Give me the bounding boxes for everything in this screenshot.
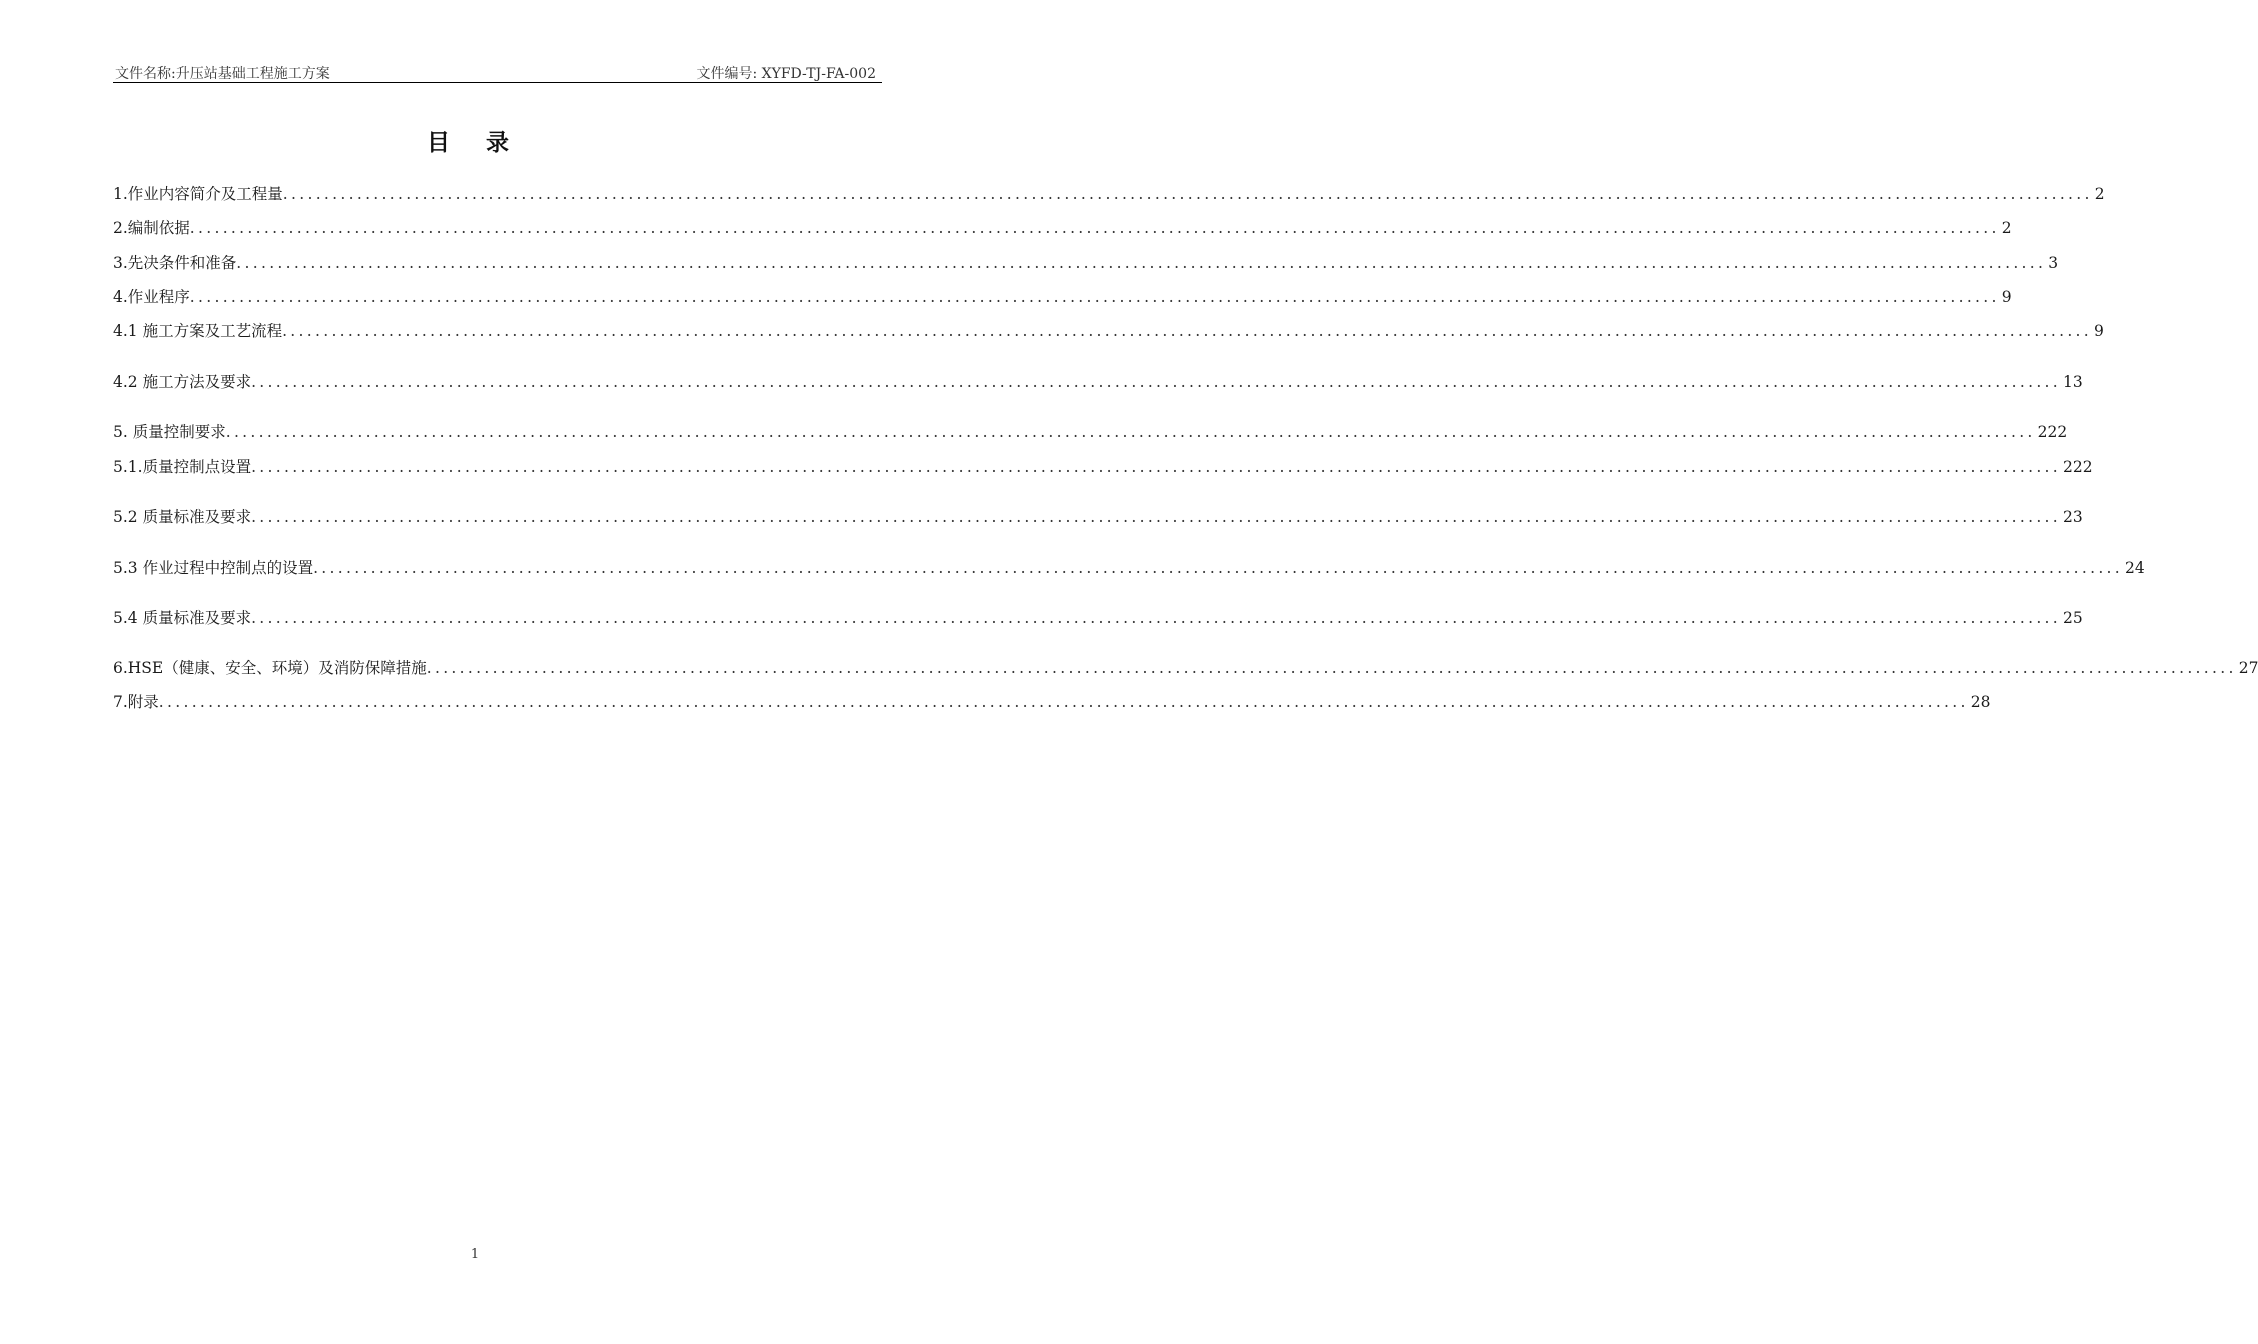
toc-leader-dots: ............................................................................................................................................................................................................................ [189, 219, 2000, 237]
toc-leader-dots: ............................................................................................................................................................................................................................ [189, 288, 2000, 306]
toc-entry-2[interactable] [113, 216, 2012, 240]
toc-leader-dots: ............................................................................................................................................................................................................................ [282, 322, 2093, 340]
toc-leader-dots: ............................................................................................................................................................................................................................ [158, 693, 1969, 711]
toc-entry-5-2[interactable] [113, 505, 2083, 529]
toc-entry-page: 9 [2001, 288, 2012, 306]
document-code: 文件编号: XYFD-TJ-FA-002 [696, 66, 876, 82]
page-number: 1 [470, 1247, 480, 1262]
toc-entry-label: 4.1 施工方案及工艺流程 [113, 322, 283, 340]
toc-entry-page: 23 [2063, 508, 2083, 526]
toc-leader-dots: ............................................................................................................................................................................................................................ [236, 254, 2047, 272]
toc-entry-1[interactable] [113, 182, 2105, 206]
toc-entry-4-1[interactable] [113, 319, 2104, 343]
toc-entry-page: 9 [2094, 322, 2104, 340]
toc-entry-page: 27 [2238, 659, 2258, 677]
toc-entry-5-1[interactable] [113, 455, 2093, 479]
toc-entry-label: 5.1.质量控制点设置 [113, 458, 252, 476]
toc-leader-dots: ............................................................................................................................................................................................................................ [282, 185, 2093, 203]
toc-leader-dots: ............................................................................................................................................................................................................................ [313, 559, 2124, 577]
toc-entry-3[interactable] [113, 251, 2059, 275]
toc-entry-label: 5.2 质量标准及要求 [113, 508, 252, 526]
toc-entry-5-3[interactable] [113, 556, 2145, 580]
toc-leader-dots: ............................................................................................................................................................................................................................ [225, 423, 2036, 441]
toc-entry-page: 3 [2048, 254, 2059, 272]
toc-entry-page: 222 [2037, 423, 2068, 441]
toc-leader-dots: ............................................................................................................................................................................................................................ [251, 609, 2062, 627]
toc-entry-label: 5.4 质量标准及要求 [113, 609, 252, 627]
toc-leader-dots: ............................................................................................................................................................................................................................ [426, 659, 2237, 677]
toc-entry-4[interactable] [113, 285, 2012, 309]
document-name: 文件名称:升压站基础工程施工方案 [115, 66, 330, 82]
page-header [113, 62, 882, 83]
toc-entry-label: 2.编制依据 [113, 219, 190, 237]
toc-entry-label: 3.先决条件和准备 [113, 254, 237, 272]
toc-leader-dots: ............................................................................................................................................................................................................................ [251, 508, 2062, 526]
toc-entry-label: 4.作业程序 [113, 288, 190, 306]
toc-entry-4-2[interactable] [113, 370, 2083, 394]
toc-entry-page: 28 [1970, 693, 1991, 711]
toc-entry-page: 13 [2063, 373, 2083, 391]
toc-title: 目 录 [426, 129, 523, 156]
toc-entry-label: 1.作业内容简介及工程量 [113, 185, 283, 203]
toc-entry-5-4[interactable] [113, 606, 2083, 630]
toc-entry-label: 5.3 作业过程中控制点的设置 [113, 559, 314, 577]
toc-leader-dots: ............................................................................................................................................................................................................................ [251, 373, 2062, 391]
toc-entry-7[interactable] [113, 690, 1991, 714]
toc-entry-6[interactable] [113, 656, 2258, 680]
toc-entry-label: 7.附录 [113, 693, 159, 711]
toc-leader-dots: ............................................................................................................................................................................................................................ [251, 458, 2062, 476]
toc-entry-label: 4.2 施工方法及要求 [113, 373, 252, 391]
toc-entry-page: 24 [2125, 559, 2145, 577]
toc-entry-label: 5. 质量控制要求 [113, 423, 226, 441]
toc-entry-page: 2 [2001, 219, 2012, 237]
toc-entry-label: 6.HSE（健康、安全、环境）及消防保障措施 [113, 659, 427, 677]
toc-entry-5[interactable] [113, 420, 2068, 444]
toc-entry-page: 25 [2063, 609, 2083, 627]
toc-entry-page: 222 [2063, 458, 2093, 476]
toc-entry-page: 2 [2094, 185, 2105, 203]
